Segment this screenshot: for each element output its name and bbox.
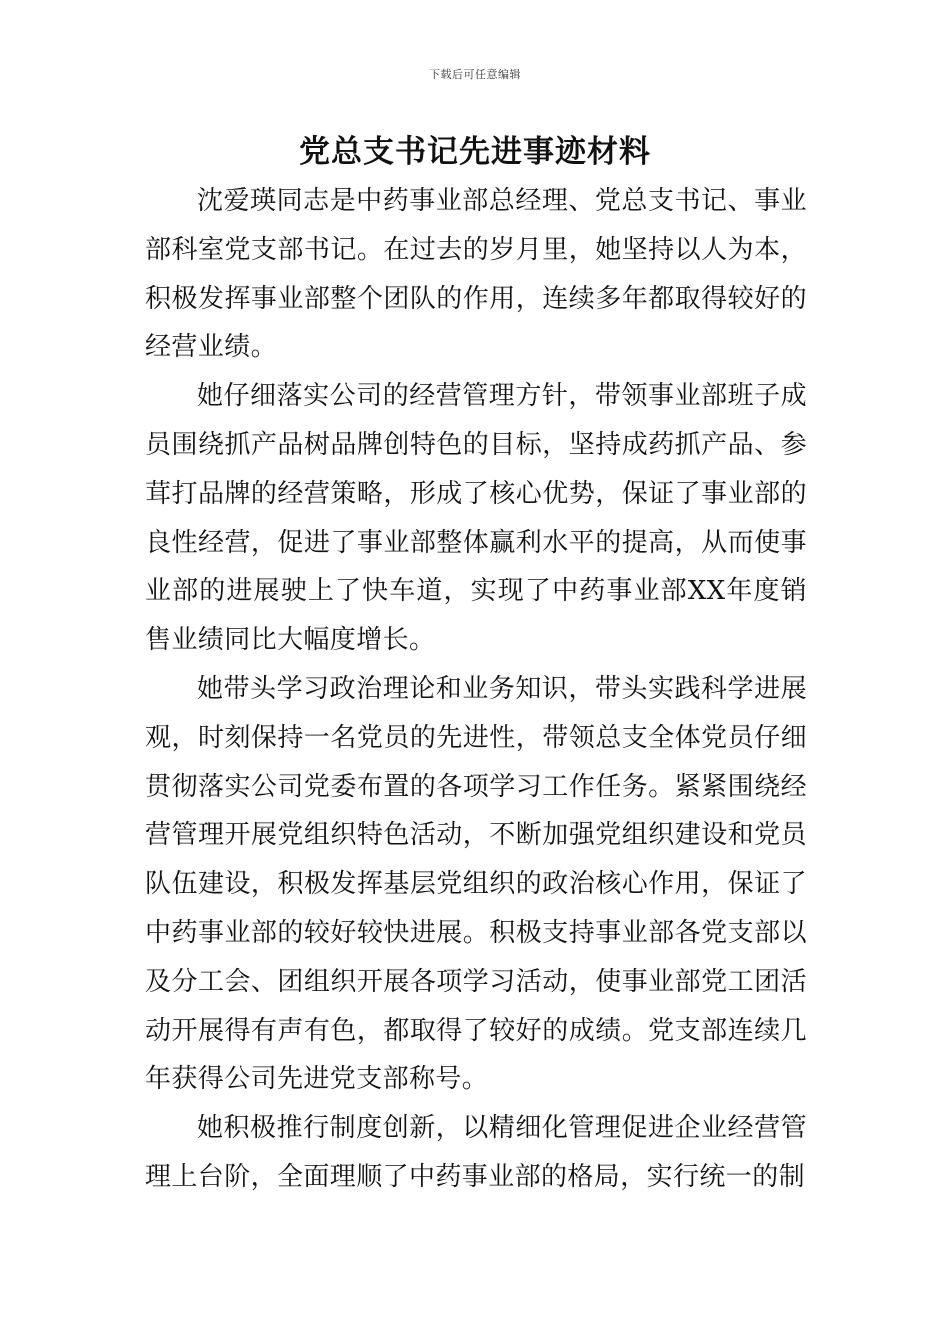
header-note: 下载后可任意编辑 (429, 68, 521, 81)
paragraph-2: 她仔细落实公司的经营管理方针，带领事业部班子成员围绕抓产品树品牌创特色的目标，坚持成药抓产品、参茸打品牌的经营策略，形成了核心优势，保证了事业部的良性经营，促进了事业部整体赢利水平的提高，从而使事业部的进展驶上了快车道，实现了中药事业部XX年度销售业绩同比大幅度增长。 (145, 381, 807, 656)
document-body (145, 177, 807, 1202)
paragraph-3: 她带头学习政治理论和业务知识，带头实践科学进展观，时刻保持一名党员的先进性，带领总支全体党员仔细贯彻落实公司党委布置的各项学习工作任务。紧紧围绕经营管理开展党组织特色活动，不断加强党组织建设和党员队伍建设，积极发挥基层党组织的政治核心作用，保证了中药事业部的较好较快进展。积极支持事业部各党支部以及分工会、团组织开展各项学习活动，使事业部党工团活动开展得有声有色，都取得了较好的成绩。党支部连续几年获得公司先进党支部称号。 (145, 673, 807, 1095)
document-title: 党总支书记先进事迹材料 (299, 134, 651, 170)
paragraph-4: 她积极推行制度创新，以精细化管理促进企业经营管理上台阶，全面理顺了中药事业部的格局，实行统一的制 (145, 1113, 807, 1192)
paragraph-1: 沈爱瑛同志是中药事业部总经理、党总支书记、事业部科室党支部书记。在过去的岁月里，她坚持以人为本，积极发挥事业部整个团队的作用，连续多年都取得较好的经营业绩。 (145, 186, 807, 363)
